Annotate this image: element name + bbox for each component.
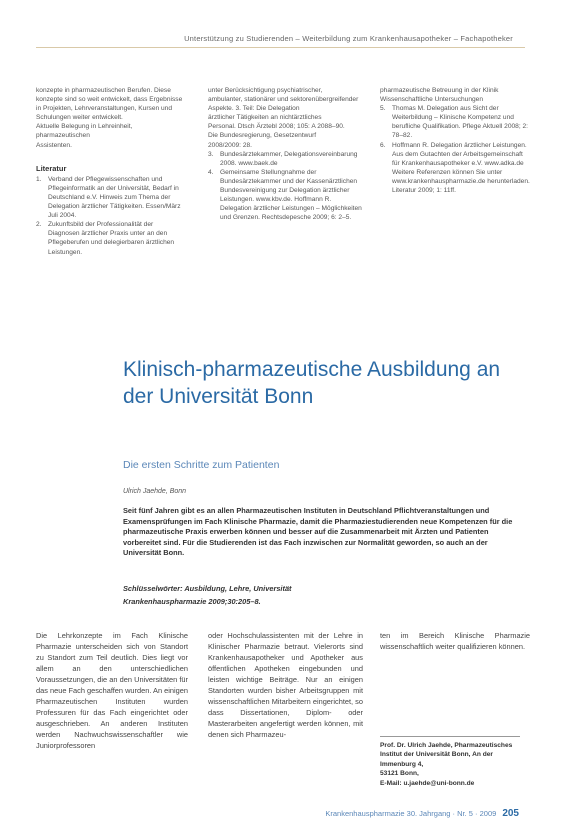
text-line: 2008/2009: 28.: [208, 141, 252, 149]
text-line: unter Berücksichtigung psychiatrischer,: [208, 87, 323, 94]
affiliation-line: 53121 Bonn,: [380, 770, 419, 778]
reference-number: 2.: [36, 221, 42, 229]
reference-text: Gemeinsame Stellungnahme der Bundesärztekammer und der Kassenärztlichen Bundesvereinigung zur Delegation ärztlicher Leistungen. www.kbv.de. Hoffmann R. Delegation ärztlicher Leistungen – Möglichkeiten und Grenzen. Rechtsdepesche 2009; 6: 2–5.: [220, 168, 362, 222]
literature-heading: Literatur: [36, 163, 67, 173]
text-line: ambulanter, stationärer und sektorenübergreifender: [208, 96, 359, 104]
page-number: 205: [502, 808, 519, 819]
top-column-1: [36, 86, 186, 266]
body-column-2: [208, 630, 363, 805]
body-paragraph-3: ten im Bereich Klinische Pharmazie wissenschaftlich weiter qualifizieren können.: [380, 631, 530, 651]
top-column-3-refs: [380, 104, 530, 195]
top-column-2-refs: [208, 150, 363, 223]
text-line: Die Bundesregierung, Gesetzentwurf: [208, 132, 317, 140]
top-column-2: [208, 86, 363, 271]
running-header: Unterstützung zu Studierenden – Weiterbildung zum Krankenhausapotheker – Fachapotheker: [184, 34, 513, 43]
reference-item: [380, 141, 530, 168]
body-paragraph-2: oder Hochschulassistenten mit der Lehre in Klinischer Pharmazie betraut. Vielerorts sind Krankenhausapotheker und Apotheker aus öffentlichen Apotheken eingebunden und leisten wichtige Beiträge. Nur an einigen Standorten wurden bisher Arbeitsgruppen mit wissenschaftlichen Mitarbeitern eingerichtet, so dass Dissertationen, Diplom- oder Masterarbeiten angefertigt werden können, mit denen sich Pharmazeu-: [208, 631, 363, 739]
body-paragraph-1: Die Lehrkonzepte im Fach Klinische Pharmazie unterscheiden sich von Standort zu Standort zum Teil deutlich. Dies liegt vor allem an den unterschiedlichen Voraussetzungen, die an den Universitäten für das neue Fach geschaffen wurden. An einigen Pharmazeutischen Instituten wurden Professuren für das Fach eingerichtet oder ausgeschrieben. An anderen Instituten werden Nachwuchswissenschaftler wie Juniorprofessoren: [36, 631, 188, 750]
article-subtitle: Die ersten Schritte zum Patienten: [123, 459, 280, 471]
reference-item: [208, 168, 363, 223]
keywords: Schlüsselwörter: Ausbildung, Lehre, Universität: [123, 584, 292, 593]
journal-info: Krankenhauspharmazie 30. Jahrgang · Nr. 5 · 2009: [325, 809, 497, 818]
affiliation-line: Prof. Dr. Ulrich Jaehde, Pharmazeutisches Institut der Universität Bonn, An der Immenburg 4,: [380, 742, 513, 768]
author-affiliation: [380, 741, 530, 788]
top-column-1-intro: [36, 86, 186, 150]
reference-number: 1.: [36, 175, 42, 183]
top-column-1-refs: [36, 175, 186, 257]
reference-text: Zukunftsbild der Professionalität der Diagnosen ärztlicher Praxis unter an den Pflegeberufen und delegierbaren ärztlichen Leistungen.: [48, 221, 175, 256]
reference-item: [380, 168, 530, 195]
page-footer: [325, 808, 519, 819]
text-line: in Projekten, Lehrveranstaltungen, Kursen und: [36, 105, 172, 113]
text-line: Personal. Dtsch Ärztebl 2008; 105: A 2088–90.: [208, 123, 345, 131]
reference-item: [380, 104, 530, 140]
top-column-3: [380, 86, 530, 271]
reference-number: 3.: [208, 150, 214, 158]
affiliation-line: E-Mail: u.jaehde@uni-bonn.de: [380, 779, 475, 787]
reference-text: Bundesärztekammer, Delegationsvereinbarung 2008. www.baek.de: [220, 150, 358, 167]
reference-text: Hoffmann R. Delegation ärztlicher Leistungen. Aus dem Gutachten der Arbeitsgemeinschaft für Krankenhausapotheker e.V. www.adka.de: [392, 141, 527, 167]
reference-item: [36, 220, 186, 256]
article-author: Ulrich Jaehde, Bonn: [123, 488, 187, 495]
top-column-3-lines: [380, 86, 530, 104]
reference-number: 5.: [380, 105, 386, 113]
reference-text: Thomas M. Delegation aus Sicht der Weiterbildung – Klinische Kompetenz und berufliche Qualifikation. Pflege Aktuell 2008; 2: 78–82.: [392, 105, 528, 140]
body-column-1: [36, 630, 188, 805]
body-column-3: [380, 630, 530, 670]
text-line: Schulungen weiter entwickelt.: [36, 114, 123, 122]
text-line: Assistenten.: [36, 141, 72, 149]
text-line: Wissenschaftliche Untersuchungen: [380, 96, 483, 104]
citation: Krankenhauspharmazie 2009;30:205–8.: [123, 597, 261, 606]
reference-text: Verband der Pflegewissenschaften und Pflegeinformatik an der Universität, Bedarf in Deutschland e.V. Hinweis zum Thema der Delegation ärztlicher Tätigkeiten. Essen/März Juli 2004.: [48, 175, 181, 220]
text-line: ärztlicher Tätigkeiten an nichtärztliches: [208, 114, 322, 122]
affiliation-rule: [380, 736, 520, 737]
top-column-2-lines: [208, 86, 363, 150]
article-abstract: [123, 506, 523, 559]
abstract-text: Seit fünf Jahren gibt es an allen Pharmazeutischen Instituten in Deutschland Pflichtveranstaltungen und Examensprüfungen im Fach Klinische Pharmazie, damit die Pharmaziestudierenden neue Kompetenzen für die pharmazeutische Praxis erwerben können und besser auf die Zusammenarbeit mit Ärzten und Patienten vorbereitet sind. Für die Studierenden ist das Fach inzwischen zur Normalität geworden, so auch an der Universität Bonn.: [123, 506, 513, 558]
reference-number: [380, 168, 392, 195]
reference-item: [36, 175, 186, 220]
reference-number: 4.: [208, 168, 214, 176]
text-line: konzepte sind so weit entwickelt, dass Ergebnisse: [36, 96, 183, 104]
reference-number: 6.: [380, 141, 386, 149]
text-line: pharmazeutische Betreuung in der Klinik: [380, 87, 499, 94]
reference-item: [208, 150, 363, 168]
text-line: konzepte in pharmazeutischen Berufen. Diese: [36, 87, 171, 94]
reference-text: Weitere Referenzen können Sie unter www.krankenhauspharmazie.de herunterladen. Literatur 2009; 1: 11ff.: [392, 168, 530, 195]
article-title: Klinisch-pharmazeutische Ausbildung an der Universität Bonn: [123, 358, 501, 408]
text-line: Aktuelle Belegung in Lehreinheit, pharmazeutischen: [36, 123, 133, 140]
header-rule: [36, 47, 525, 48]
text-line: Aspekte. 3. Teil: Die Delegation: [208, 105, 300, 113]
